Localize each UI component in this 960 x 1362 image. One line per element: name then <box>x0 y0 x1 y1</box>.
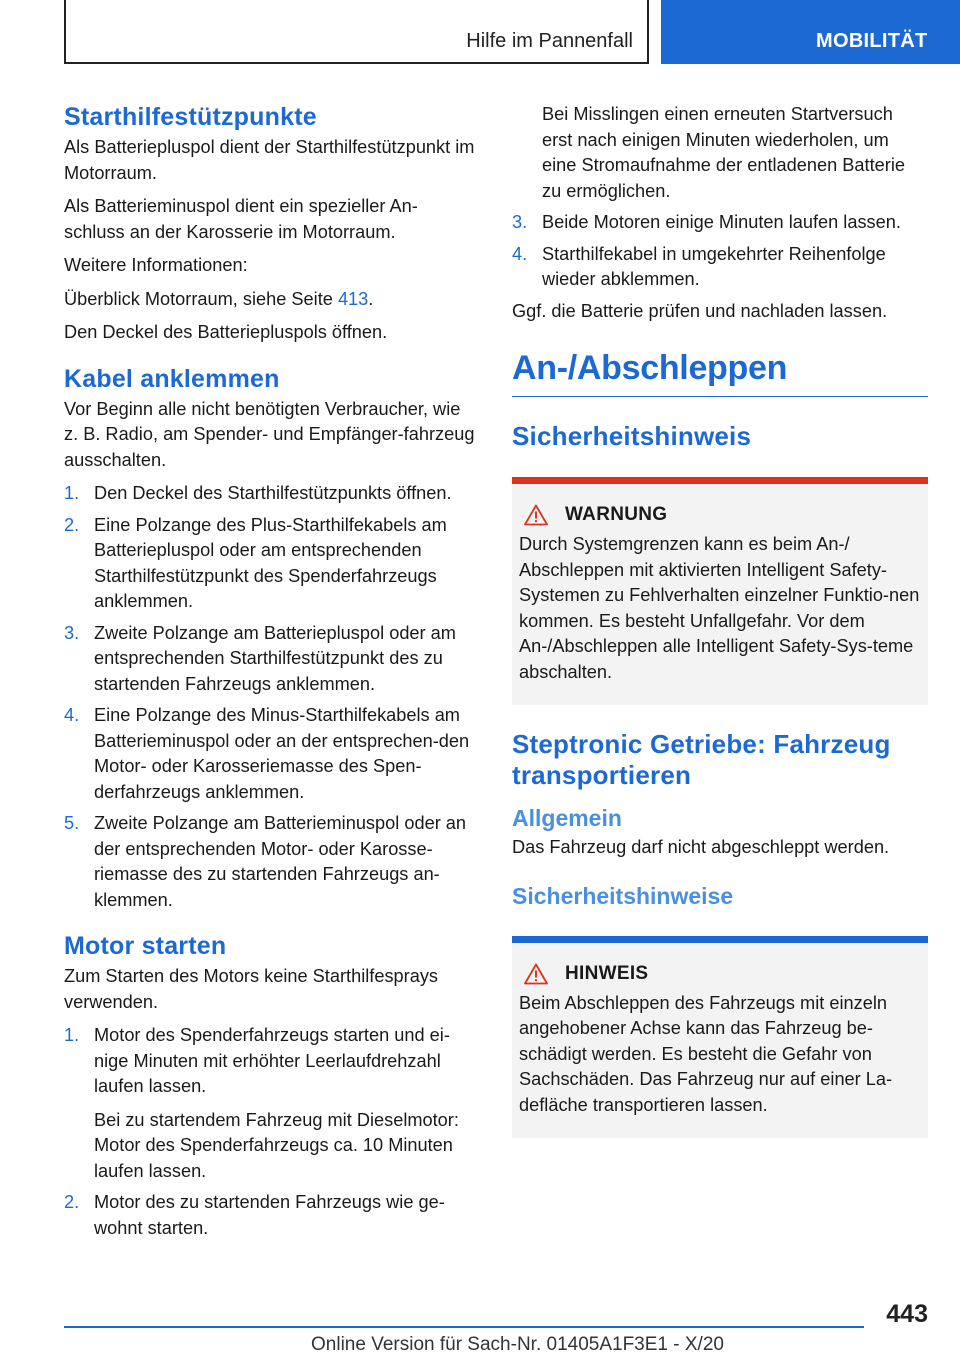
page-number: 443 <box>886 1300 928 1328</box>
header-chapter-title: MOBILITÄT <box>816 30 928 52</box>
step-number: 2. <box>64 1192 80 1212</box>
list-item <box>64 481 478 507</box>
chapter-title-an-abschleppen: An-/Abschleppen <box>512 346 928 397</box>
paragraph: Vor Beginn alle nicht benötigten Verbraucher, wie z. B. Radio, am Spender- und Empfänger-fahrzeug ausschalten. <box>64 398 475 470</box>
page-link-413[interactable]: 413 <box>337 288 369 309</box>
step-number: 1. <box>64 483 80 503</box>
paragraph: Zum Starten des Motors keine Starthilfesprays verwenden. <box>64 966 439 1012</box>
paragraph: Als Batterieminuspol dient ein spezieller An-schluss an der Karosserie im Motorraum. <box>64 196 418 242</box>
heading-motor-starten: Motor starten <box>64 932 227 960</box>
step-continuation: Bei Misslingen einen erneuten Startversuch erst nach einigen Minuten wiederholen, um eine Stromaufnahme der entladenen Batterie zu ermöglichen. <box>542 104 905 201</box>
step-number: 4. <box>64 705 80 725</box>
warning-text: Durch Systemgrenzen kann es beim An-/ Abschleppen mit aktivierten Intelligent Safety-Systemen zu Fehlverhalten einzelner Funktio-nen kommen. Es besteht Unfallgefahr. Vor dem An-/Abschleppen alle Intelligent Safety-Sys-teme abschalten. <box>519 534 920 682</box>
left-column <box>64 102 478 1249</box>
list-item <box>64 513 478 615</box>
warning-box <box>512 477 928 705</box>
paragraph: Den Deckel des Batteriepluspols öffnen. <box>64 322 388 342</box>
reference-text: Überblick Motorraum, siehe Seite <box>64 288 338 309</box>
step-text: Motor des Spenderfahrzeugs starten und ei-nige Minuten mit erhöhter Leerlaufdrehzahl laufen lassen. <box>94 1025 450 1096</box>
heading-sicherheitshinweis: Sicherheitshinweis <box>512 421 752 451</box>
right-column <box>512 102 928 1138</box>
step-text: Eine Polzange des Plus-Starthilfekabels am Batteriepluspol oder am entsprechenden Starthilfestützpunkt des Spenderfahrzeugs anklemmen. <box>94 514 447 611</box>
step-text: Zweite Polzange am Batteriepluspol oder am entsprechenden Starthilfestützpunkt des zu startenden Fahrzeugs anklemmen. <box>94 622 456 694</box>
paragraph: Ggf. die Batterie prüfen und nachladen lassen. <box>512 300 888 321</box>
heading-sicherheitshinweise: Sicherheitshinweise <box>512 882 734 909</box>
list-item-continuation <box>512 102 928 204</box>
notice-box <box>512 936 928 1139</box>
list-item <box>64 811 478 913</box>
heading-steptronic: Steptronic Getriebe: Fahrzeug transportieren <box>512 729 891 790</box>
footer-rule <box>64 1326 864 1328</box>
step-text: Motor des zu startenden Fahrzeugs wie ge-wohnt starten. <box>94 1192 445 1238</box>
step-number: 3. <box>64 622 80 643</box>
step-text: Starthilfekabel in umgekehrter Reihenfolge wieder abklemmen. <box>542 243 886 289</box>
step-number: 4. <box>512 243 528 264</box>
paragraph: Weitere Informationen: <box>64 255 248 275</box>
heading-allgemein: Allgemein <box>512 805 622 831</box>
step-number: 5. <box>64 813 80 833</box>
header-section-tab <box>64 0 649 64</box>
warning-header <box>519 504 920 526</box>
notice-label: HINWEIS <box>565 962 649 984</box>
list-item <box>512 242 928 293</box>
warning-triangle-icon <box>524 504 548 526</box>
paragraph-reference <box>64 287 478 313</box>
warning-label: WARNUNG <box>565 504 668 525</box>
list-item <box>512 210 928 236</box>
notice-triangle-icon <box>524 963 548 985</box>
step-number: 2. <box>64 514 80 535</box>
list-item <box>64 1190 478 1241</box>
step-number: 1. <box>64 1025 80 1045</box>
paragraph: Das Fahrzeug darf nicht abgeschleppt werden. <box>512 837 890 857</box>
kabel-steps-list <box>64 481 478 913</box>
footer-text: Online Version für Sach-Nr. 01405A1F3E1 - X/20 <box>311 1334 724 1355</box>
heading-starthilfestuetzpunkte: Starthilfestützpunkte <box>64 103 317 131</box>
motor-steps-list-continued <box>512 102 928 293</box>
step-text: Beide Motoren einige Minuten laufen lassen. <box>542 212 901 232</box>
header-section-title: Hilfe im Pannenfall <box>466 30 633 52</box>
step-text: Zweite Polzange am Batterieminuspol oder an der entsprechenden Motor- oder Karosse-riemasse des zu startenden Fahrzeugs an-klemmen. <box>94 813 467 910</box>
step-continuation: Bei zu startendem Fahrzeug mit Dieselmotor: Motor des Spenderfahrzeugs ca. 10 Minuten laufen lassen. <box>94 1109 459 1181</box>
step-text: Eine Polzange des Minus-Starthilfekabels am Batterieminuspol oder an der entsprechen-den Motor- oder Karosseriemasse des Spen-derfahrzeugs anklemmen. <box>94 705 470 802</box>
notice-header <box>519 963 920 985</box>
header-chapter-tab <box>661 0 960 64</box>
step-number: 3. <box>512 212 528 232</box>
step-text: Den Deckel des Starthilfestützpunkts öffnen. <box>94 483 452 503</box>
list-item <box>64 1023 478 1184</box>
reference-end: . <box>368 288 374 309</box>
paragraph: Als Batteriepluspol dient der Starthilfestützpunkt im Motorraum. <box>64 137 475 183</box>
list-item <box>64 621 478 698</box>
heading-kabel-anklemmen: Kabel anklemmen <box>64 364 280 393</box>
motor-steps-list <box>64 1023 478 1241</box>
notice-text: Beim Abschleppen des Fahrzeugs mit einzeln angehobener Achse kann das Fahrzeug be-schädigt werden. Es besteht die Gefahr von Sachschäden. Das Fahrzeug nur auf einer La-defläche transportieren lassen. <box>519 992 893 1115</box>
list-item <box>64 703 478 805</box>
